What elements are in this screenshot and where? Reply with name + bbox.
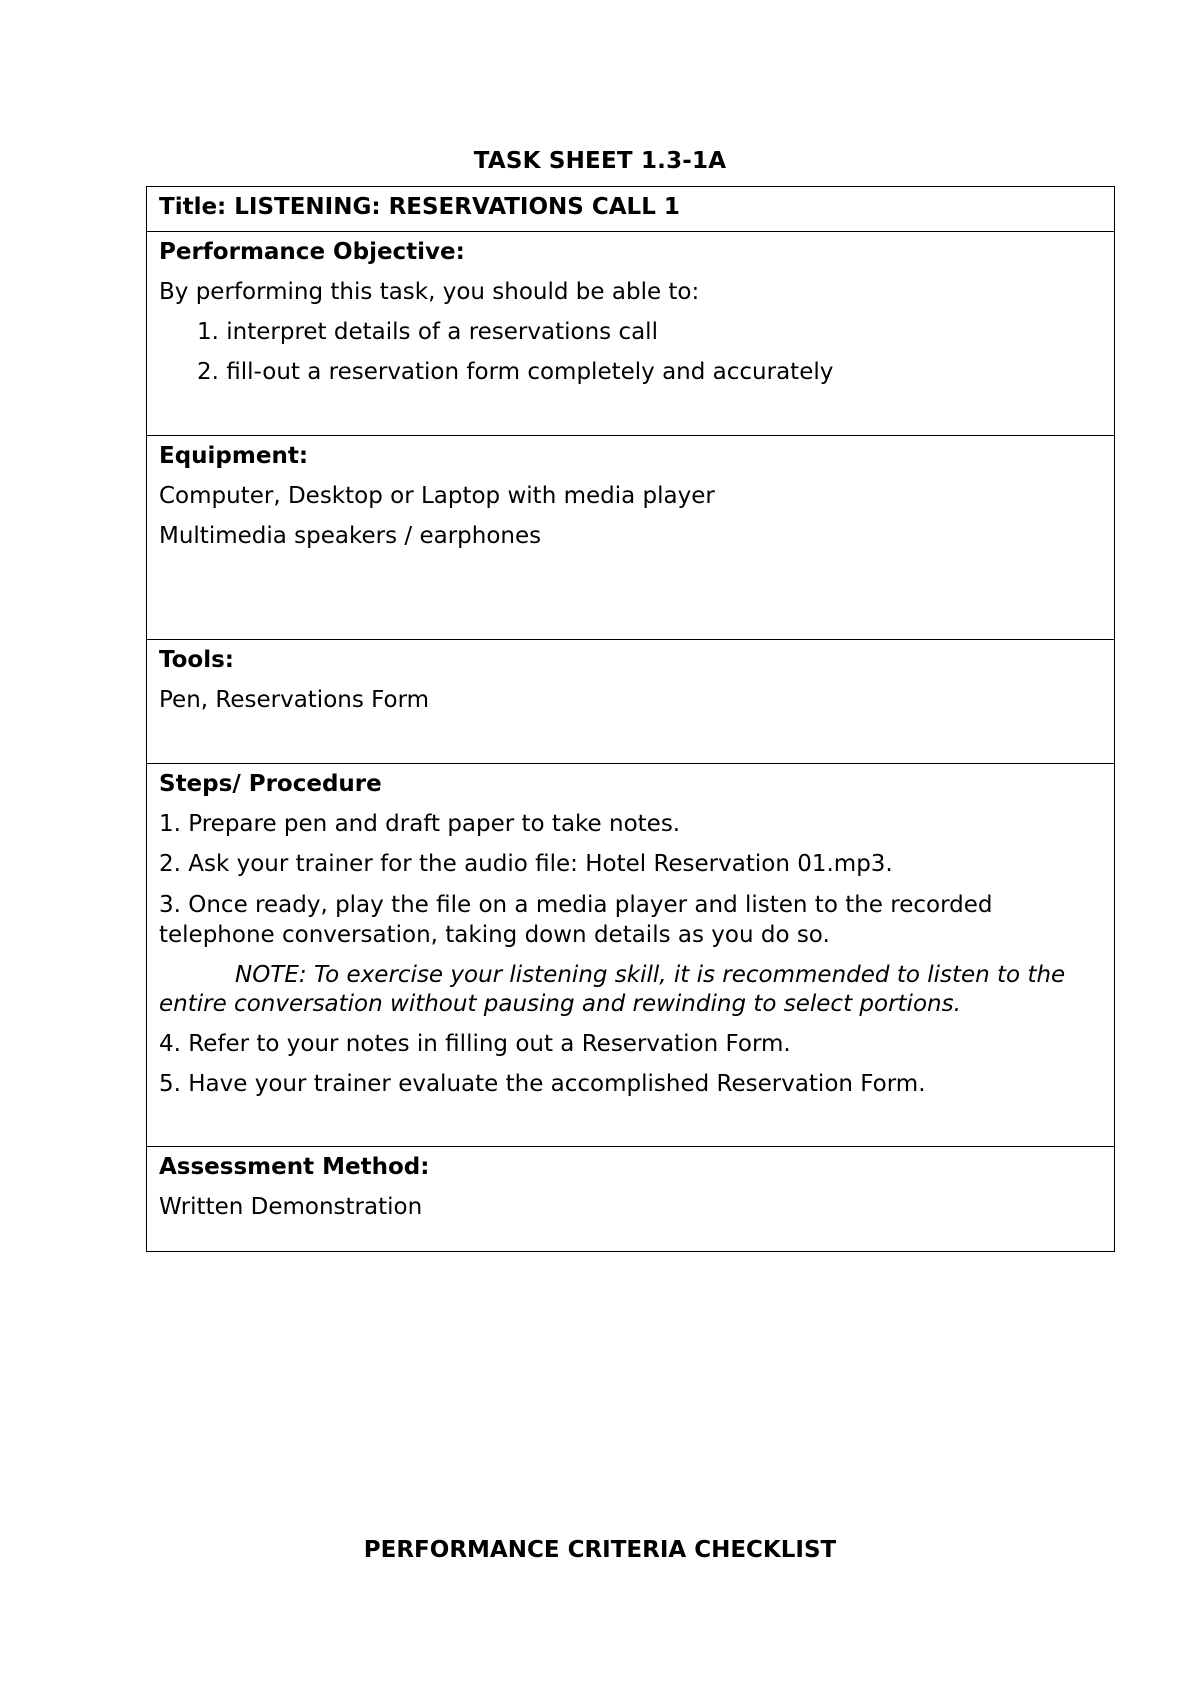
objective-heading: Performance Objective: [159, 239, 465, 265]
objective-item: 2. fill-out a reservation form completely and accurately [197, 359, 834, 385]
assessment-item: Written Demonstration [159, 1194, 423, 1220]
equipment-item: Computer, Desktop or Laptop with media player [159, 483, 715, 509]
tools-heading: Tools: [159, 647, 235, 673]
tools-item: Pen, Reservations Form [159, 687, 430, 713]
page-title: TASK SHEET 1.3-1A [473, 148, 727, 174]
step-item: 4. Refer to your notes in filling out a Reservation Form. [159, 1031, 791, 1057]
step-item: 2. Ask your trainer for the audio file: Hotel Reservation 01.mp3. [159, 851, 893, 877]
equipment-row [147, 436, 1115, 640]
steps-heading: Steps/ Procedure [159, 771, 382, 797]
equipment-item: Multimedia speakers / earphones [159, 523, 542, 549]
task-sheet-table [146, 186, 1115, 1252]
tools-row [147, 640, 1115, 764]
step-item: 1. Prepare pen and draft paper to take notes. [159, 811, 681, 837]
step-note: NOTE: To exercise your listening skill, it is recommended to listen to the entire conversation without pausing and rewinding to select portions. [159, 962, 1066, 1017]
assessment-heading: Assessment Method: [159, 1154, 430, 1180]
steps-row [147, 764, 1115, 1147]
tools-cell [147, 640, 1115, 764]
step-item: 3. Once ready, play the file on a media player and listen to the recorded telephone conversation, taking down details as you do so. [159, 892, 993, 948]
checklist-title: PERFORMANCE CRITERIA CHECKLIST [363, 1537, 837, 1563]
objective-cell [147, 232, 1115, 436]
objective-row [147, 232, 1115, 436]
title-row [147, 187, 1115, 232]
equipment-cell [147, 436, 1115, 640]
task-title: Title: LISTENING: RESERVATIONS CALL 1 [159, 194, 680, 220]
assessment-row [147, 1147, 1115, 1252]
title-cell [147, 187, 1115, 232]
objective-item: 1. interpret details of a reservations call [197, 319, 658, 345]
assessment-cell [147, 1147, 1115, 1252]
objective-intro: By performing this task, you should be able to: [159, 279, 700, 305]
step-item: 5. Have your trainer evaluate the accomplished Reservation Form. [159, 1071, 926, 1097]
equipment-heading: Equipment: [159, 443, 309, 469]
steps-cell [147, 764, 1115, 1147]
